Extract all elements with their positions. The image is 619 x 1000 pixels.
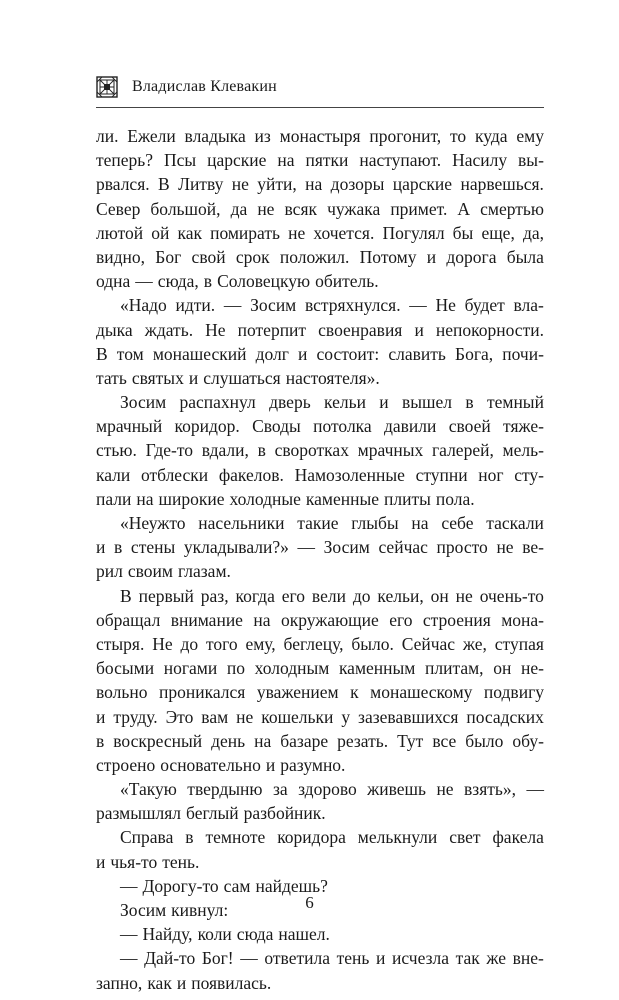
text-line: лютой ой как помирать не хочется. Погулял бы еще, да,	[96, 222, 544, 243]
text-line: «Надо идти. — Зосим встряхнулся. — Не будет вла-	[120, 295, 544, 316]
text-line: — Найду, коли сюда нашел.	[120, 924, 330, 945]
text-line: Справа в темноте коридора мелькнули свет факела	[120, 827, 544, 848]
ornament-icon	[96, 76, 118, 98]
text-line: тать святых и слушаться настоятеля».	[96, 367, 380, 388]
text-line: в воскресный день на базаре резать. Тут все было обу-	[96, 730, 544, 751]
running-header	[96, 72, 544, 102]
text-line: и труду. Это вам не кошельки у зазевавшихся посадских	[96, 706, 544, 727]
running-header-author: Владислав Клевакин	[132, 78, 277, 95]
text-line: и чья-то тень.	[96, 851, 200, 872]
text-line: стыря. Не до того ему, беглецу, было. Сейчас же, ступая	[96, 633, 544, 654]
paragraph	[96, 584, 544, 778]
text-line: Зосим распахнул дверь кельи и вышел в темный	[120, 392, 544, 413]
text-line: строено основательно и разумно.	[96, 754, 346, 775]
text-line: Север большой, да не всяк чужака примет. А смертью	[96, 198, 544, 219]
body-text	[96, 124, 544, 995]
text-line: мрачный коридор. Своды потолка давили своей тяже-	[96, 416, 544, 437]
text-line: и в стены укладывали?» — Зосим сейчас просто не ве-	[96, 537, 544, 558]
paragraph	[96, 825, 544, 873]
text-line: кали отблески факелов. Намозоленные ступни ног сту-	[96, 464, 544, 485]
text-line: одна — сюда, в Соловецкую обитель.	[96, 271, 379, 292]
text-line: «Неужто насельники такие глыбы на себе таскали	[120, 513, 544, 533]
paragraph	[96, 390, 544, 511]
text-line: — Дорогу-то сам найдешь?	[120, 875, 328, 896]
text-line: запно, как и появилась.	[96, 972, 272, 993]
paragraph	[96, 777, 544, 825]
paragraph	[96, 511, 544, 584]
text-line: рил своим глазам.	[96, 561, 231, 582]
paragraph	[96, 922, 544, 946]
text-line: В первый раз, когда его вели до кельи, он не очень-то	[120, 585, 544, 606]
text-line: теперь? Псы царские на пятки наступают. Насилу вы-	[96, 150, 544, 171]
text-line: стью. Где-то вдали, в своротках мрачных галерей, мель-	[96, 440, 544, 461]
text-line: вольно проникался уважением к монашескому подвигу	[96, 682, 544, 703]
paragraph	[96, 946, 544, 994]
text-line: размышлял беглый разбойник.	[96, 803, 326, 824]
paragraph	[96, 293, 544, 390]
text-line: Зосим кивнул:	[120, 900, 229, 920]
text-line: «Такую твердыню за здорово живешь не взять», —	[120, 779, 544, 800]
text-line: ли. Ежели владыка из монастыря прогонит, то куда ему	[96, 126, 544, 146]
text-line: — Дай-то Бог! — ответила тень и исчезла так же вне-	[120, 948, 544, 969]
page-number: 6	[305, 893, 314, 912]
text-line: рвался. В Литву не уйти, на дозоры царские нарвешься.	[96, 174, 544, 195]
header-divider	[96, 107, 544, 108]
text-line: обращал внимание на окружающие его строения мона-	[96, 609, 544, 630]
text-line: дыка ждать. Не потерпит своенравия и непокорности.	[96, 319, 544, 340]
text-line: В том монашеский долг и состоит: славить Бога, почи-	[96, 343, 544, 364]
paragraph	[96, 124, 544, 293]
text-line: пали на широкие холодные каменные плиты пола.	[96, 488, 475, 509]
text-line: видно, Бог свой срок положил. Потому и дорога была	[96, 246, 544, 267]
text-line: босыми ногами по холодным каменным плитам, он не-	[96, 658, 544, 679]
